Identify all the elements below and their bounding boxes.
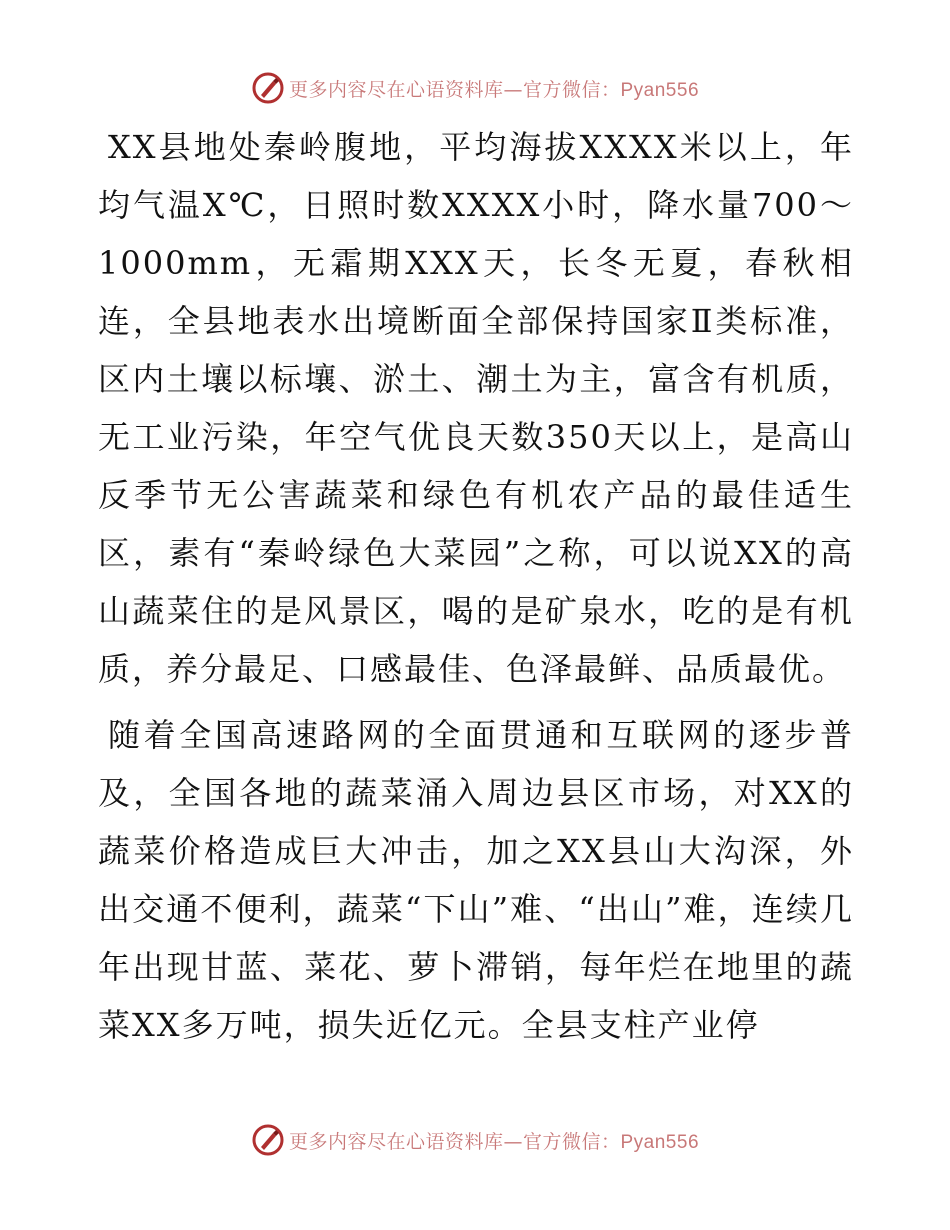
paragraph: 随着全国高速路网的全面贯通和互联网的逐步普及，全国各地的蔬菜涌入周边县区市场，对XX的蔬菜价格造成巨大冲击，加之XX县山大沟深，外出交通不便利，蔬菜“下山”难、“出山”难，连续几年出现甘蓝、菜花、萝卜滞销，每年烂在地里的蔬菜XX多万吨，损失近亿元。全县支柱产业停: [98, 716, 854, 1044]
pen-logo-icon: [251, 1123, 285, 1157]
header-watermark: [0, 68, 950, 108]
paragraph: XX县地处秦岭腹地，平均海拔XXXX米以上，年均气温X℃，日照时数XXXX小时，降水量700～1000mm，无霜期XXX天，长冬无夏，春秋相连，全县地表水出境断面全部保持国家Ⅱ类标准，区内土壤以标壤、淤土、潮土为主，富含有机质，无工业污染，年空气优良天数350天以上，是高山反季节无公害蔬菜和绿色有机农产品的最佳适生区，素有“秦岭绿色大菜园”之称，可以说XX的高山蔬菜住的是风景区，喝的是矿泉水，吃的是有机质，养分最足、口感最佳、色泽最鲜、品质最优。: [98, 128, 854, 688]
pen-logo-icon: [251, 71, 285, 105]
wechat-id: Pyan556: [620, 1131, 700, 1153]
watermark-text: 更多内容尽在心语资料库—官方微信：Pyan556: [288, 78, 700, 101]
wechat-id: Pyan556: [620, 79, 700, 101]
watermark-text: 更多内容尽在心语资料库—官方微信：Pyan556: [288, 1130, 700, 1153]
document-body: [98, 118, 854, 1054]
footer-watermark: [0, 1120, 950, 1160]
